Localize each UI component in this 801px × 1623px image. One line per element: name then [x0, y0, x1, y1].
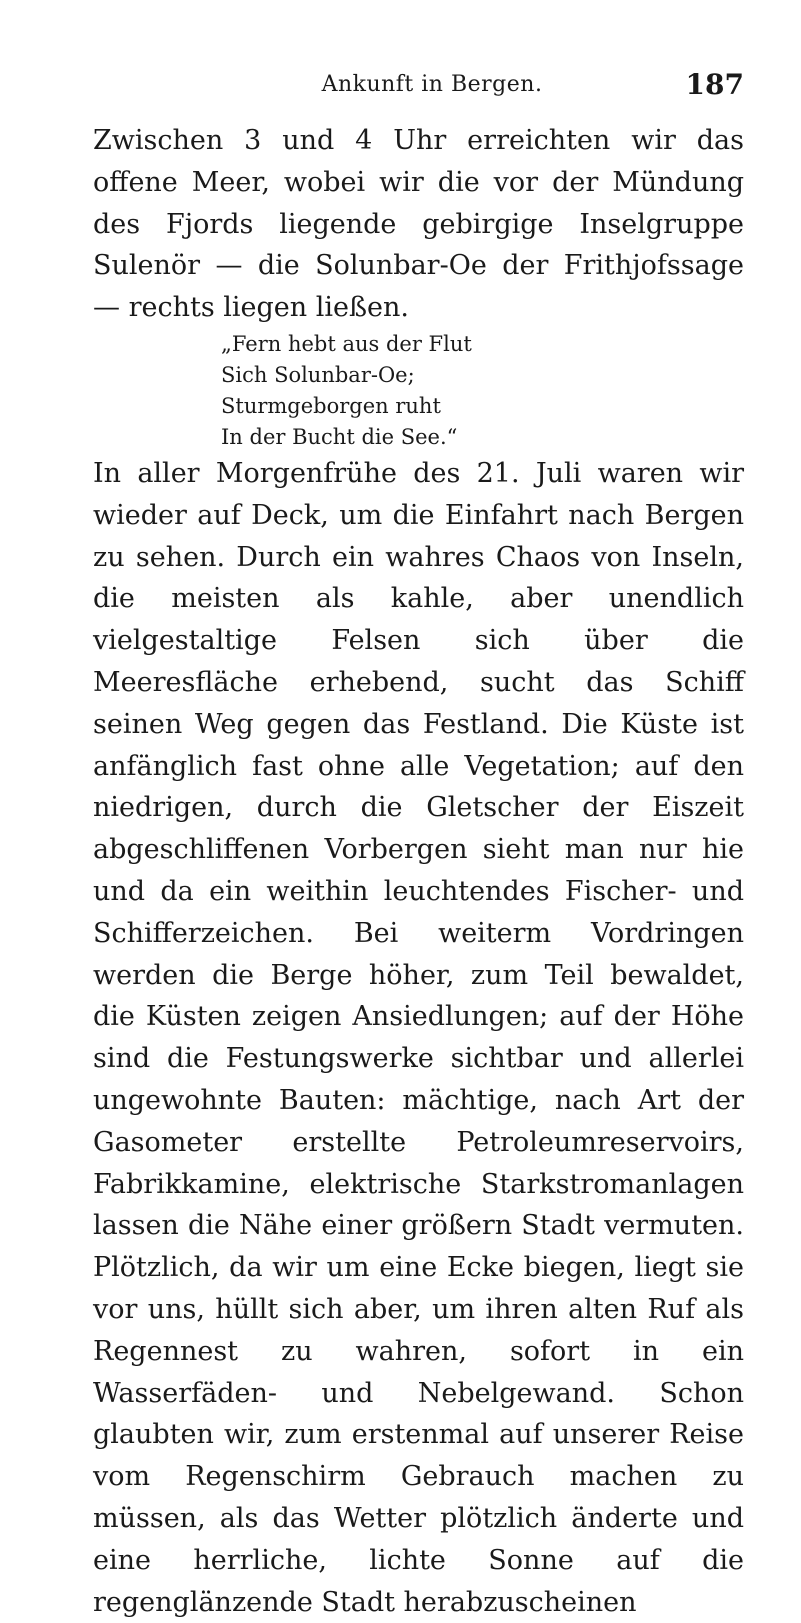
poem-quote — [93, 329, 744, 453]
poem-line-4: In der Bucht die See.“ — [221, 424, 458, 449]
poem-line-2: Sich Solunbar-Oe; — [221, 362, 415, 387]
poem-line-1: „Fern hebt aus der Flut — [221, 331, 472, 356]
body-text — [93, 120, 744, 1623]
page-number: 187 — [685, 68, 744, 101]
running-header — [120, 68, 744, 106]
running-title: Ankunft in Bergen. — [321, 72, 543, 97]
paragraph-2: In aller Morgenfrühe des 21. Juli waren wir wieder auf Deck, um die Einfahrt nach Bergen zu sehen. Durch ein wahres Chaos von Inseln, die meisten als kahle, aber unendlich vielgestaltige Felsen sich über die Meeresfläche erhebend, sucht das Schiff seinen Weg gegen das Festland. Die Küste ist anfänglich fast ohne alle Vegetation; auf den niedrigen, durch die Gletscher der Eiszeit abgeschliffenen Vorbergen sieht man nur hie und da ein weithin leuchtendes Fischer- und Schifferzeichen. Bei weiterm Vordringen werden die Berge höher, zum Teil bewaldet, die Küsten zeigen Ansiedlungen; auf der Höhe sind die Festungswerke sichtbar und allerlei ungewohnte Bauten: mächtige, nach Art der Gasometer erstellte Petroleumreservoirs, Fabrikkamine, elektrische Starkstromanlagen lassen die Nähe einer größern Stadt vermuten. Plötzlich, da wir um eine Ecke biegen, liegt sie vor uns, hüllt sich aber, um ihren alten Ruf als Regennest zu wahren, sofort in ein Wasserfäden- und Nebelgewand. Schon glaubten wir, zum erstenmal auf unserer Reise vom Regenschirm Gebrauch machen zu müssen, als das Wetter plötzlich änderte und eine herrliche, lichte Sonne auf die regenglänzende Stadt herabzuscheinen — [93, 457, 744, 1618]
poem-line-3: Sturmgeborgen ruht — [221, 393, 441, 418]
paragraph-1: Zwischen 3 und 4 Uhr erreichten wir das offene Meer, wobei wir die vor der Mündung des Fjords liegende gebirgige Inselgruppe Sulenör — die Solunbar-Oe der Frithjofssage — rechts liegen ließen. — [93, 125, 744, 324]
